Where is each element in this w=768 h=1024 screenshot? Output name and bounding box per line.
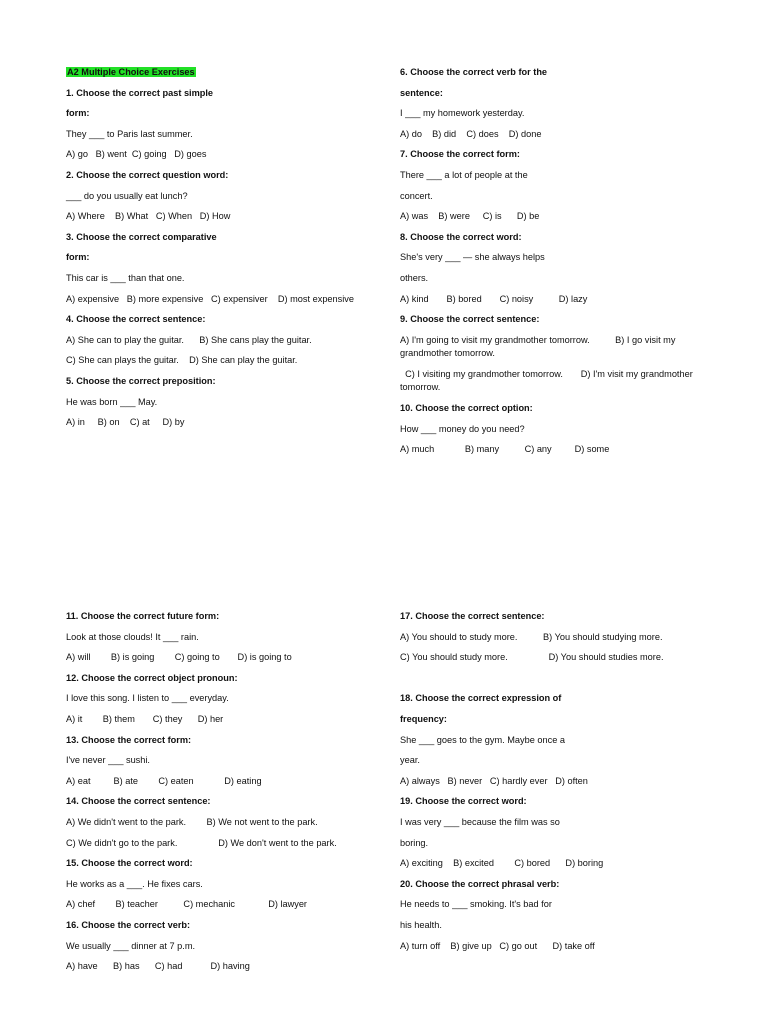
question-heading: 2. Choose the correct question word: [66,169,229,180]
answer-options: C) She can plays the guitar. D) She can play the guitar. [66,355,298,366]
answer-options: A) always B) never C) hardly ever D) often [400,775,588,786]
column-1 [66,66,396,437]
answer-options [400,672,730,693]
answer-options: A) turn off B) give up C) go out D) take off [400,940,595,951]
answer-options: C) You should study more. D) You should studies more. [400,652,664,663]
question-heading: form: [66,252,90,263]
answer-options: A) will B) is going C) going to D) is going to [66,652,292,663]
column-2 [400,66,730,464]
question-text: There ___ a lot of people at the [400,169,528,180]
answer-options: A) We didn't went to the park. B) We not went to the park. [66,816,318,827]
answer-options: C) We didn't go to the park. D) We don't went to the park. [66,837,337,848]
answer-options: A) kind B) bored C) noisy D) lazy [400,293,588,304]
answer-options: A) eat B) ate C) eaten D) eating [66,775,262,786]
answer-options: A) have B) has C) had D) having [66,961,250,972]
question-text: I've never ___ sushi. [66,755,150,766]
question-heading: 16. Choose the correct verb: [66,919,191,930]
answer-options: grandmother tomorrow. [400,348,495,359]
question-heading: 18. Choose the correct expression of [400,693,562,704]
answer-options: A) was B) were C) is D) be [400,211,540,222]
answer-options: A) much B) many C) any D) some [400,444,610,455]
question-heading: 5. Choose the correct preposition: [66,375,216,386]
question-heading: 19. Choose the correct word: [400,796,527,807]
answer-options: A) go B) went C) going D) goes [66,149,207,160]
answer-options: A) You should to study more. B) You should studying more. [400,631,663,642]
question-heading: form: [66,108,90,119]
answer-options: A) I'm going to visit my grandmother tomorrow. B) I go visit my [400,334,676,345]
question-heading: 15. Choose the correct word: [66,858,193,869]
question-text: year. [400,755,420,766]
question-heading: 7. Choose the correct form: [400,149,520,160]
question-text: concert. [400,190,433,201]
question-text: She ___ goes to the gym. Maybe once a [400,734,565,745]
answer-options: A) She can to play the guitar. B) She cans play the guitar. [66,334,312,345]
question-heading: 12. Choose the correct object pronoun: [66,672,238,683]
answer-options: tomorrow. [400,382,441,393]
question-text: Look at those clouds! It ___ rain. [66,631,199,642]
question-heading: 6. Choose the correct verb for the [400,67,548,77]
question-heading: 1. Choose the correct past simple [66,87,214,98]
question-heading: 8. Choose the correct word: [400,231,522,242]
question-text: She's very ___ — she always helps [400,252,545,263]
question-heading: 4. Choose the correct sentence: [66,314,206,325]
answer-options: A) do B) did C) does D) done [400,128,542,139]
question-text: He was born ___ May. [66,396,158,407]
question-heading: 3. Choose the correct comparative [66,231,217,242]
column-4 [400,610,730,960]
column-3 [66,610,396,981]
answer-options: A) exciting B) excited C) bored D) boring [400,858,604,869]
answer-options: A) expensive B) more expensive C) expensiver D) most expensive [66,293,354,304]
question-text: boring. [400,837,429,848]
question-text: I ___ my homework yesterday. [400,108,525,119]
question-heading: 10. Choose the correct option: [400,402,533,413]
question-heading: 13. Choose the correct form: [66,734,192,745]
question-heading: frequency: [400,713,447,724]
question-heading: sentence: [400,87,443,98]
title-line [66,66,396,87]
question-text: They ___ to Paris last summer. [66,128,193,139]
question-text: I was very ___ because the film was so [400,816,560,827]
question-text: ___ do you usually eat lunch? [66,190,188,201]
answer-options: A) chef B) teacher C) mechanic D) lawyer [66,899,307,910]
answer-options: C) I visiting my grandmother tomorrow. D) I'm visit my grandmother [400,368,693,379]
question-text: He works as a ___. He fixes cars. [66,878,203,889]
question-text: his health. [400,919,442,930]
question-text: How ___ money do you need? [400,423,525,434]
question-text: We usually ___ dinner at 7 p.m. [66,940,196,951]
question-heading: 14. Choose the correct sentence: [66,796,211,807]
question-text: I love this song. I listen to ___ everyday. [66,693,229,704]
question-heading: 17. Choose the correct sentence: [400,611,545,621]
question-heading: 9. Choose the correct sentence: [400,314,540,325]
question-heading: 20. Choose the correct phrasal verb: [400,878,560,889]
question-heading: 11. Choose the correct future form: [66,611,220,621]
question-text: This car is ___ than that one. [66,272,185,283]
worksheet-title: A2 Multiple Choice Exercises [67,67,195,77]
answer-options: A) Where B) What C) When D) How [66,211,231,222]
answer-options: A) it B) them C) they D) her [66,713,224,724]
question-text: others. [400,272,429,283]
question-text: He needs to ___ smoking. It's bad for [400,899,552,910]
answer-options: A) in B) on C) at D) by [66,417,185,428]
